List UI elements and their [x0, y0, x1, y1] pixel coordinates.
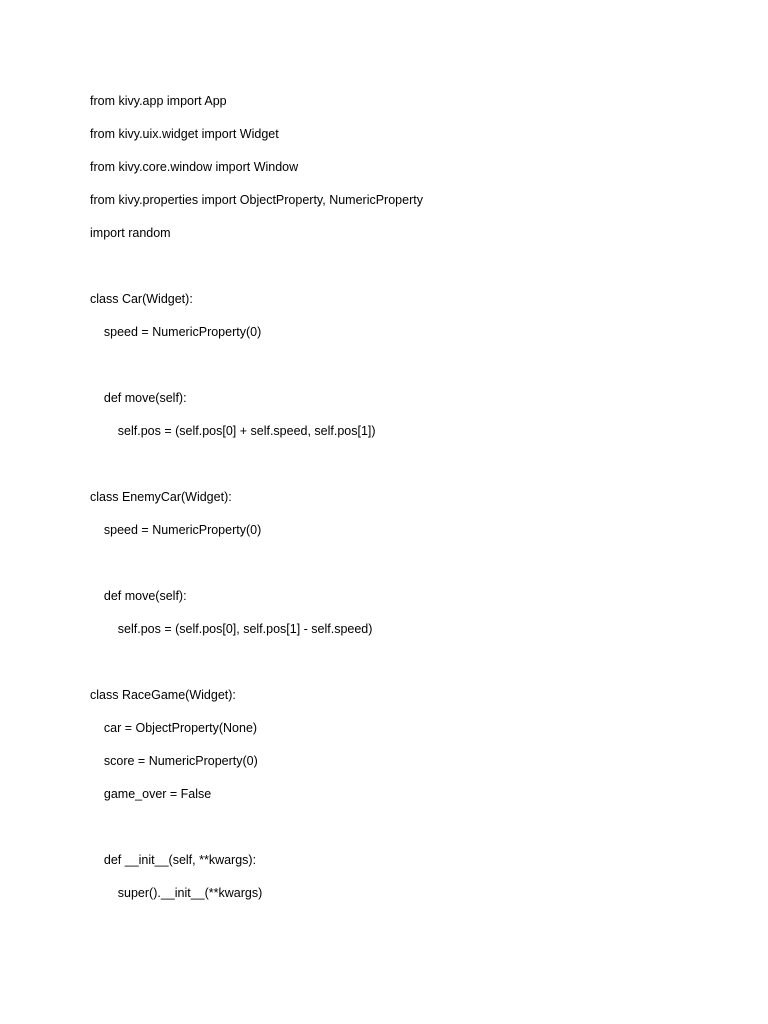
blank-line [90, 258, 710, 274]
code-line: super().__init__(**kwargs) [90, 886, 263, 900]
code-line: self.pos = (self.pos[0], self.pos[1] - self.speed) [90, 622, 373, 636]
blank-line [90, 654, 710, 670]
code-line: game_over = False [90, 787, 212, 801]
code-line: speed = NumericProperty(0) [90, 523, 262, 537]
code-line: class EnemyCar(Widget): [90, 490, 232, 504]
code-line: from kivy.app import App [90, 94, 227, 108]
code-line: speed = NumericProperty(0) [90, 325, 262, 339]
code-line: from kivy.properties import ObjectProperty, NumericProperty [90, 193, 423, 207]
code-line: class RaceGame(Widget): [90, 688, 236, 702]
blank-line [90, 357, 710, 373]
code-line: def __init__(self, **kwargs): [90, 853, 257, 867]
blank-line [90, 456, 710, 472]
code-line: class Car(Widget): [90, 292, 193, 306]
code-line: from kivy.core.window import Window [90, 160, 299, 174]
code-line: from kivy.uix.widget import Widget [90, 127, 279, 141]
code-line: def move(self): [90, 391, 187, 405]
code-line: self.pos = (self.pos[0] + self.speed, self.pos[1]) [90, 424, 376, 438]
blank-line [90, 819, 710, 835]
code-block [90, 93, 710, 918]
code-line: car = ObjectProperty(None) [90, 721, 258, 735]
code-line: def move(self): [90, 589, 187, 603]
blank-line [90, 555, 710, 571]
code-line: score = NumericProperty(0) [90, 754, 258, 768]
code-line: import random [90, 226, 171, 240]
